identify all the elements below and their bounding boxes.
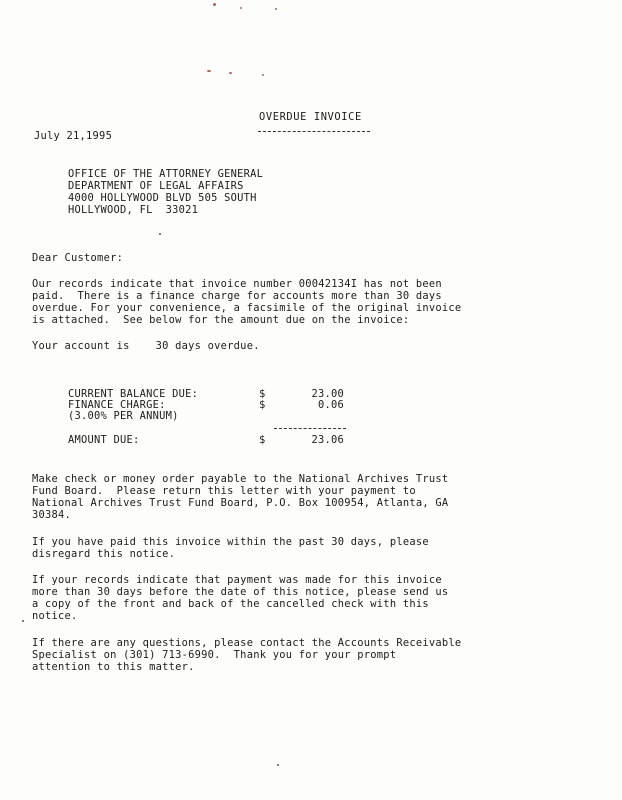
intro-line: is attached. See below for the amount due on the invoice:	[32, 314, 410, 326]
current-balance-value: 23.00	[311, 388, 344, 400]
payment-line: National Archives Trust Fund Board, P.O. Box 100954, Atlanta, GA	[32, 497, 449, 509]
address-line: DEPARTMENT OF LEGAL AFFAIRS	[68, 180, 244, 192]
scan-speck	[213, 3, 216, 6]
proof-line: more than 30 days before the date of this notice, please send us	[32, 586, 449, 598]
scan-speck	[275, 8, 277, 10]
contact-line: If there are any questions, please contact the Accounts Receivable	[32, 637, 462, 649]
intro-line: Our records indicate that invoice number 00042134I has not been	[32, 278, 442, 290]
payment-line: Fund Board. Please return this letter with your payment to	[32, 485, 416, 497]
proof-line: a copy of the front and back of the cancelled check with this	[32, 598, 429, 610]
address-line: HOLLYWOOD, FL 33021	[68, 204, 199, 216]
scan-speck	[22, 620, 24, 622]
amount-due-label: AMOUNT DUE:	[68, 434, 140, 446]
disregard-line: If you have paid this invoice within the past 30 days, please	[32, 536, 429, 548]
address-line: OFFICE OF THE ATTORNEY GENERAL	[68, 168, 264, 180]
scan-speck	[262, 74, 264, 76]
overdue-notice: Your account is 30 days overdue.	[32, 340, 260, 352]
payment-line: 30384.	[32, 509, 72, 521]
total-separator	[274, 428, 346, 429]
finance-charge-label: FINANCE CHARGE:	[68, 399, 166, 411]
currency-symbol: $	[259, 388, 266, 400]
scan-speck	[207, 70, 211, 72]
title-underline	[258, 131, 370, 132]
finance-charge-value: 0.06	[317, 399, 344, 411]
contact-line: attention to this matter.	[32, 661, 195, 673]
intro-line: overdue. For your convenience, a facsimile of the original invoice	[32, 302, 462, 314]
payment-line: Make check or money order payable to the National Archives Trust	[32, 473, 449, 485]
disregard-line: disregard this notice.	[32, 548, 176, 560]
address-line: 4000 HOLLYWOOD BLVD 505 SOUTH	[68, 192, 257, 204]
intro-line: paid. There is a finance charge for accounts more than 30 days	[32, 290, 442, 302]
currency-symbol: $	[259, 399, 266, 411]
scan-speck	[240, 7, 242, 9]
amount-due-value: 23.06	[311, 434, 344, 446]
current-balance-label: CURRENT BALANCE DUE:	[68, 388, 199, 400]
invoice-title: OVERDUE INVOICE	[259, 111, 362, 123]
proof-line: notice.	[32, 610, 78, 622]
scan-speck	[229, 72, 232, 74]
currency-symbol: $	[259, 434, 266, 446]
finance-rate-note: (3.00% PER ANNUM)	[68, 410, 179, 422]
salutation: Dear Customer:	[32, 252, 124, 264]
letter-date: July 21,1995	[34, 130, 113, 142]
scan-speck	[159, 233, 161, 235]
contact-line: Specialist on (301) 713-6990. Thank you for your prompt	[32, 649, 397, 661]
scan-speck	[277, 764, 279, 766]
proof-line: If your records indicate that payment was made for this invoice	[32, 574, 442, 586]
